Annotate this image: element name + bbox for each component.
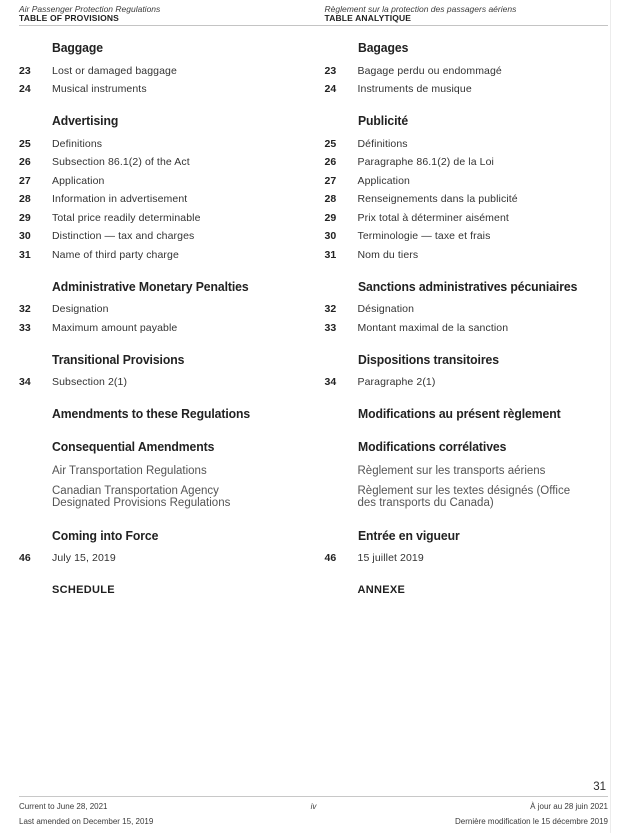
provision-label: Subsection 2(1) (52, 376, 128, 388)
section-heading: Transitional Provisions (52, 351, 185, 367)
provision-label: Maximum amount payable (52, 321, 178, 334)
section-transitional-en (19, 353, 303, 389)
section-heading: Amendments to these Regulations (52, 406, 251, 421)
regulation-title-fr: Règlement sur la protection des passagers aériens (324, 4, 517, 14)
toc-row (325, 213, 609, 224)
consequential-regulation: Air Transportation Regulations (52, 464, 207, 477)
section-heading: Advertising (52, 113, 119, 128)
section-sanctions-fr (325, 280, 609, 334)
provision-number: 29 (19, 211, 31, 224)
provision-number: 46 (324, 552, 337, 564)
provision-number: 32 (19, 303, 31, 315)
provision-label: Application (357, 174, 410, 187)
provision-label: Montant maximal de la sanction (357, 321, 509, 334)
provision-label: Définitions (357, 137, 408, 150)
provision-label: Lost or damaged baggage (52, 64, 177, 77)
provision-label: Information in advertisement (52, 193, 188, 205)
provision-label: Bagage perdu ou endommagé (357, 64, 502, 77)
provision-number: 30 (324, 230, 337, 242)
schedule-heading: ANNEXE (357, 584, 406, 596)
toc-row (19, 231, 303, 242)
consequential-regulation: Règlement sur les transports aériens (357, 464, 546, 477)
provision-number: 24 (19, 83, 31, 95)
column-english (19, 26, 303, 596)
provision-number: 33 (324, 321, 337, 334)
provision-number: 25 (19, 137, 31, 150)
provision-number: 23 (19, 64, 31, 77)
provision-label: 15 juillet 2019 (357, 552, 424, 564)
provision-number: 31 (19, 248, 31, 261)
page-number: 31 (593, 781, 606, 793)
section-heading: Administrative Monetary Penalties (52, 278, 249, 294)
section-advertising-en (19, 114, 303, 261)
header-subtitle-fr: TABLE ANALYTIQUE (324, 13, 412, 23)
provision-number: 24 (324, 83, 337, 95)
section-heading: Modifications au présent règlement (357, 406, 561, 421)
section-heading: Bagages (357, 40, 408, 55)
provision-number: 34 (324, 376, 337, 388)
provision-number: 34 (19, 376, 31, 388)
provision-label: July 15, 2019 (52, 552, 116, 564)
toc-row (325, 84, 609, 95)
table-of-provisions (0, 26, 624, 596)
page-footer (0, 781, 624, 833)
footer-line-1 (19, 802, 608, 811)
provision-label: Total price readily determinable (52, 211, 201, 224)
provision-number: 46 (19, 552, 31, 564)
section-heading: Sanctions administratives pécuniaires (357, 278, 577, 294)
section-heading: Consequential Amendments (52, 439, 215, 454)
provision-label: Renseignements dans la publicité (357, 193, 518, 205)
toc-row (325, 176, 609, 187)
provision-label: Designation (52, 303, 109, 315)
section-annexe-fr (325, 584, 609, 596)
toc-row (325, 231, 609, 242)
section-heading: Publicité (357, 113, 408, 128)
toc-row (19, 157, 303, 168)
toc-row (19, 323, 303, 334)
toc-row (19, 377, 303, 388)
section-heading: Dispositions transitoires (357, 351, 499, 367)
section-heading: Coming into Force (52, 527, 159, 543)
provision-number: 29 (324, 211, 337, 224)
provision-number: 23 (324, 64, 337, 77)
page-edge-line (610, 0, 611, 833)
provision-number: 28 (324, 193, 337, 205)
provision-number: 26 (19, 156, 31, 168)
toc-row (19, 213, 303, 224)
header-right (325, 5, 609, 23)
schedule-heading: SCHEDULE (52, 584, 115, 596)
section-bagages-fr (325, 41, 609, 95)
toc-row (19, 553, 303, 564)
footer-line-2 (19, 817, 608, 826)
toc-row (19, 304, 303, 315)
provision-label: Distinction — tax and charges (52, 230, 195, 242)
consequential-regulation: Règlement sur les textes désignés (Office des transports du Canada) (357, 484, 571, 509)
toc-row (19, 139, 303, 150)
currency-date-en: Current to June 28, 2021 (19, 802, 108, 811)
provision-label: Paragraphe 2(1) (357, 376, 436, 388)
toc-row (19, 84, 303, 95)
provision-number: 33 (19, 321, 31, 334)
toc-row (325, 157, 609, 168)
consequential-regulation: Canadian Transportation Agency Designated Provisions Regulations (52, 484, 231, 509)
regulation-title-en: Air Passenger Protection Regulations (19, 4, 161, 14)
header-subtitle-en: TABLE OF PROVISIONS (19, 13, 119, 23)
currency-date-fr: À jour au 28 juin 2021 (530, 802, 608, 811)
section-heading: Baggage (52, 40, 103, 55)
section-vigueur-fr (325, 529, 609, 565)
toc-row (325, 304, 609, 315)
section-schedule-en (19, 584, 303, 596)
provision-number: 27 (19, 174, 31, 187)
column-french (325, 26, 609, 596)
provision-label: Paragraphe 86.1(2) de la Loi (357, 156, 494, 168)
provision-label: Musical instruments (52, 83, 147, 95)
provision-number: 30 (19, 230, 31, 242)
toc-row (19, 194, 303, 205)
toc-row (19, 250, 303, 261)
toc-row (325, 66, 609, 77)
amendment-date-en: Last amended on December 15, 2019 (19, 817, 154, 826)
section-heading: Modifications corrélatives (357, 439, 506, 454)
provision-label: Prix total à déterminer aisément (357, 211, 509, 224)
toc-row (325, 250, 609, 261)
provision-number: 28 (19, 193, 31, 205)
toc-row (325, 194, 609, 205)
provision-label: Definitions (52, 137, 103, 150)
provision-number: 31 (324, 248, 337, 261)
amendment-date-fr: Dernière modification le 15 décembre 2019 (455, 817, 608, 826)
provision-number: 27 (324, 174, 337, 187)
toc-row (325, 553, 609, 564)
toc-row (19, 176, 303, 187)
section-correlatives-fr (325, 440, 609, 510)
footer-rule (19, 796, 608, 797)
section-heading: Entrée en vigueur (357, 527, 460, 543)
roman-page-number: iv (310, 802, 317, 811)
provision-number: 32 (324, 303, 337, 315)
provision-number: 25 (324, 137, 337, 150)
toc-row (325, 377, 609, 388)
section-amendments-en (19, 407, 303, 421)
section-publicite-fr (325, 114, 609, 261)
provision-label: Instruments de musique (357, 83, 472, 95)
section-amp-en (19, 280, 303, 334)
provision-label: Nom du tiers (357, 248, 419, 261)
toc-row (19, 66, 303, 77)
provision-label: Application (52, 174, 105, 187)
provision-label: Terminologie — taxe et frais (357, 230, 491, 242)
header-left (19, 5, 303, 23)
provision-number: 26 (324, 156, 337, 168)
toc-row (325, 139, 609, 150)
section-coming-into-force-en (19, 529, 303, 565)
toc-row (325, 323, 609, 334)
provision-label: Désignation (357, 303, 415, 315)
section-modifications-fr (325, 407, 609, 421)
section-baggage-en (19, 41, 303, 95)
section-transitoires-fr (325, 353, 609, 389)
provision-label: Subsection 86.1(2) of the Act (52, 156, 190, 168)
running-header (0, 0, 624, 23)
provision-label: Name of third party charge (52, 248, 179, 261)
section-consequential-en (19, 440, 303, 510)
